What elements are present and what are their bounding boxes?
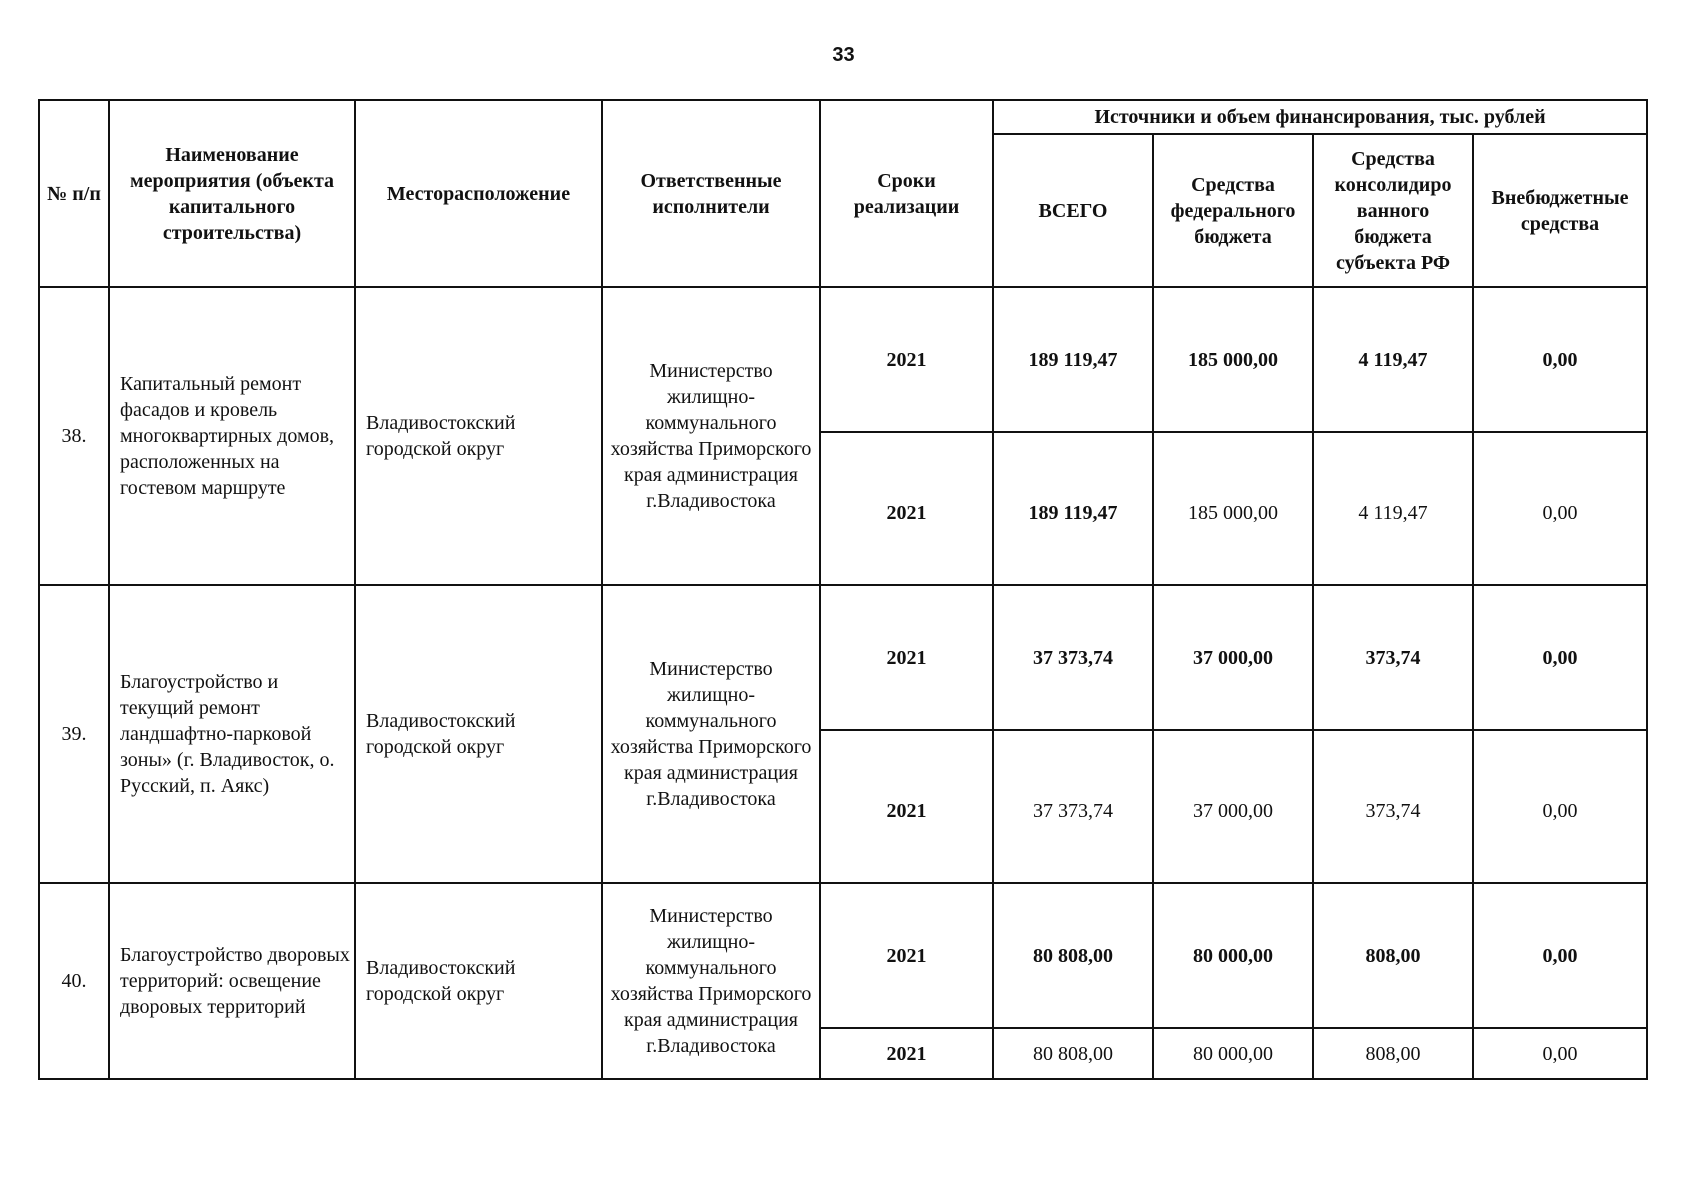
header-federal: Средства федерального бюджета [1153,134,1313,287]
header-sources: Источники и объем финансирования, тыс. рублей [993,100,1647,134]
row-total: 189 119,47 [993,432,1153,585]
header-num: № п/п [39,100,109,287]
row-executors: Министерство жилищно-коммунального хозяйства Приморского края администрация г.Владивостока [602,585,820,883]
row-extra: 0,00 [1473,432,1647,585]
row-name: Благоустройство дворовых территорий: освещение дворовых территорий [109,883,355,1079]
row-federal: 185 000,00 [1153,287,1313,432]
row-location: Владивостокский городской округ [355,287,602,585]
row-extra: 0,00 [1473,1028,1647,1079]
row-num: 40. [39,883,109,1079]
financing-table [38,99,1648,1080]
row-year: 2021 [820,730,993,883]
row-year: 2021 [820,883,993,1028]
row-num: 38. [39,287,109,585]
row-total: 37 373,74 [993,730,1153,883]
row-regional: 373,74 [1313,730,1473,883]
row-total: 80 808,00 [993,883,1153,1028]
row-extra: 0,00 [1473,585,1647,730]
row-year: 2021 [820,585,993,730]
row-location: Владивостокский городской округ [355,585,602,883]
header-period: Сроки реализации [820,100,993,287]
row-year: 2021 [820,1028,993,1079]
row-federal: 80 000,00 [1153,1028,1313,1079]
row-extra: 0,00 [1473,287,1647,432]
row-federal: 80 000,00 [1153,883,1313,1028]
row-regional: 808,00 [1313,883,1473,1028]
row-year: 2021 [820,287,993,432]
row-federal: 37 000,00 [1153,585,1313,730]
row-regional: 4 119,47 [1313,287,1473,432]
header-name: Наименование мероприятия (объекта капитального строительства) [109,100,355,287]
row-name: Капитальный ремонт фасадов и кровель многоквартирных домов, расположенных на гостевом маршруте [109,287,355,585]
row-total: 80 808,00 [993,1028,1153,1079]
header-extra: Внебюджетные средства [1473,134,1647,287]
row-regional: 373,74 [1313,585,1473,730]
row-total: 37 373,74 [993,585,1153,730]
row-executors: Министерство жилищно-коммунального хозяйства Приморского края администрация г.Владивостока [602,287,820,585]
header-executors: Ответственные исполнители [602,100,820,287]
header-location: Месторасположение [355,100,602,287]
page-number: 33 [832,44,855,66]
row-year: 2021 [820,432,993,585]
row-regional: 808,00 [1313,1028,1473,1079]
row-extra: 0,00 [1473,730,1647,883]
row-federal: 37 000,00 [1153,730,1313,883]
table-row [39,287,1647,432]
header-total: ВСЕГО [993,134,1153,287]
row-num: 39. [39,585,109,883]
row-name: Благоустройство и текущий ремонт ландшафтно-парковой зоны» (г. Владивосток, о. Русский, п. Аякс) [109,585,355,883]
row-total: 189 119,47 [993,287,1153,432]
header-regional: Средства консолидиро ванного бюджета субъекта РФ [1313,134,1473,287]
row-location: Владивостокский городской округ [355,883,602,1079]
row-extra: 0,00 [1473,883,1647,1028]
row-federal: 185 000,00 [1153,432,1313,585]
table-row [39,585,1647,730]
row-regional: 4 119,47 [1313,432,1473,585]
row-executors: Министерство жилищно-коммунального хозяйства Приморского края администрация г.Владивостока [602,883,820,1079]
table-row [39,883,1647,1028]
